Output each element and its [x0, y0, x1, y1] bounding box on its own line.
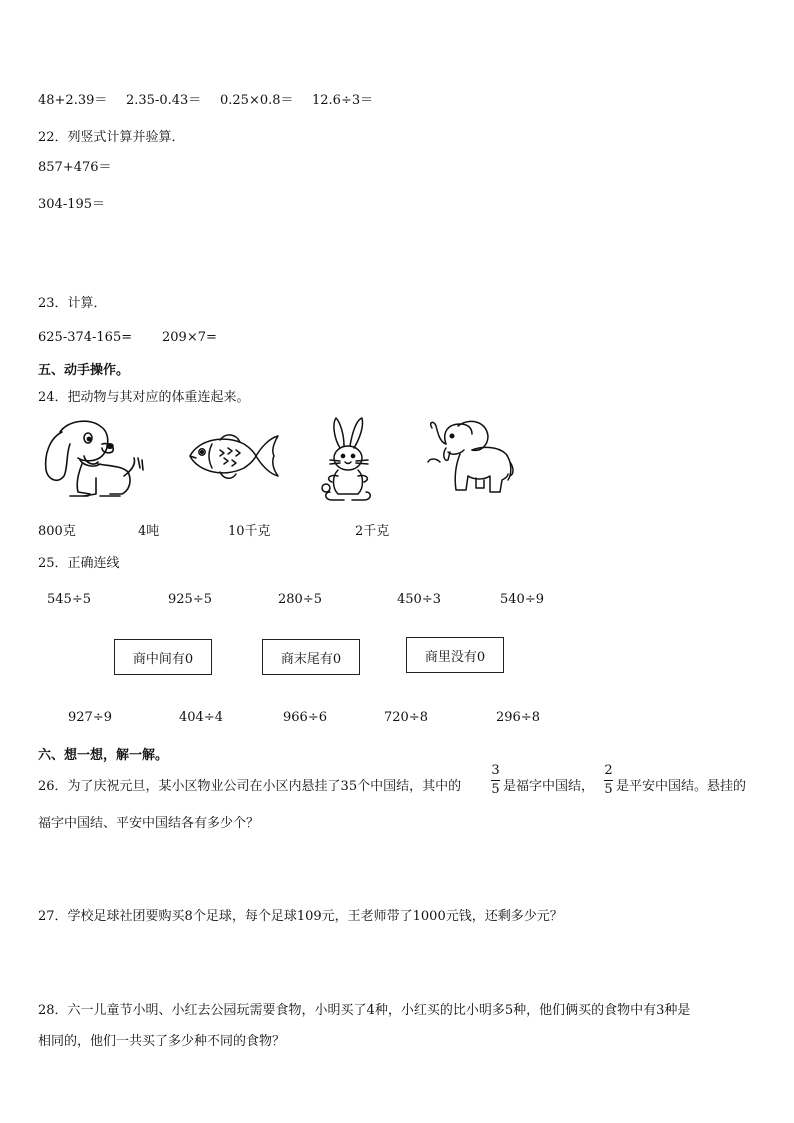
division-top-3: 280÷5	[278, 592, 322, 607]
division-top-4: 450÷3	[397, 592, 441, 607]
division-bottom-3: 966÷6	[283, 710, 327, 725]
rabbit-icon	[318, 414, 378, 504]
weight-label-1: 800克	[38, 524, 76, 539]
fraction-2-numerator: 2	[604, 763, 613, 778]
question-27: 27．学校足球社团要购买8个足球，每个足球109元，王老师带了1000元钱，还剩多少元？	[38, 909, 563, 924]
fraction-three-fifths	[491, 764, 500, 797]
dog-icon	[40, 418, 146, 502]
question-26-line-2: 福字中国结、平安中国结各有多少个？	[38, 816, 260, 831]
section-6-heading: 六、想一想，解一解。	[38, 748, 169, 763]
weight-label-2: 4吨	[138, 524, 160, 539]
division-top-5: 540÷9	[500, 592, 544, 607]
division-top-2: 925÷5	[168, 592, 212, 607]
category-box-middle-zero: 商中间有0	[114, 639, 212, 675]
calc-item-3: 0.25×0.8＝	[220, 93, 294, 108]
question-28-line-2: 相同的，他们一共买了多少种不同的食物？	[38, 1034, 286, 1049]
question-23-item-1: 625-374-165=	[38, 330, 133, 345]
category-box-end-zero: 商末尾有0	[262, 639, 360, 675]
division-top-1: 545÷5	[47, 592, 91, 607]
fraction-1-denominator: 5	[491, 782, 500, 797]
question-23-title: 23．计算．	[38, 296, 107, 311]
division-bottom-5: 296÷8	[496, 710, 540, 725]
fish-icon	[184, 428, 280, 484]
question-22-item-1: 857+476＝	[38, 160, 112, 175]
section-5-heading: 五、动手操作。	[38, 363, 130, 378]
question-22-item-2: 304-195＝	[38, 197, 106, 212]
question-26-part-2: 是福字中国结，	[503, 779, 595, 794]
division-bottom-2: 404÷4	[179, 710, 223, 725]
question-26-part-1: 26．为了庆祝元旦，某小区物业公司在小区内悬挂了35个中国结，其中的	[38, 779, 462, 794]
calc-item-4: 12.6÷3＝	[312, 93, 374, 108]
question-28-line-1: 28．六一儿童节小明、小红去公园玩需要食物，小明买了4种，小红买的比小明多5种，他们俩买的食物中有3种是	[38, 1003, 691, 1018]
division-bottom-1: 927÷9	[68, 710, 112, 725]
category-box-no-zero: 商里没有0	[406, 637, 504, 673]
calc-item-2: 2.35-0.43＝	[126, 93, 202, 108]
question-24-title: 24．把动物与其对应的体重连起来。	[38, 390, 250, 405]
weight-label-4: 2千克	[355, 524, 390, 539]
question-25-title: 25．正确连线	[38, 556, 120, 571]
calc-item-1: 48+2.39＝	[38, 93, 108, 108]
question-23-item-2: 209×7=	[162, 330, 217, 345]
question-26-part-3: 是平安中国结。悬挂的	[616, 779, 747, 794]
division-bottom-4: 720÷8	[384, 710, 428, 725]
fraction-2-denominator: 5	[604, 782, 613, 797]
question-22-title: 22．列竖式计算并验算．	[38, 130, 185, 145]
fraction-1-numerator: 3	[491, 763, 500, 778]
elephant-icon	[424, 418, 516, 498]
weight-label-3: 10千克	[228, 524, 271, 539]
fraction-two-fifths	[604, 764, 613, 797]
